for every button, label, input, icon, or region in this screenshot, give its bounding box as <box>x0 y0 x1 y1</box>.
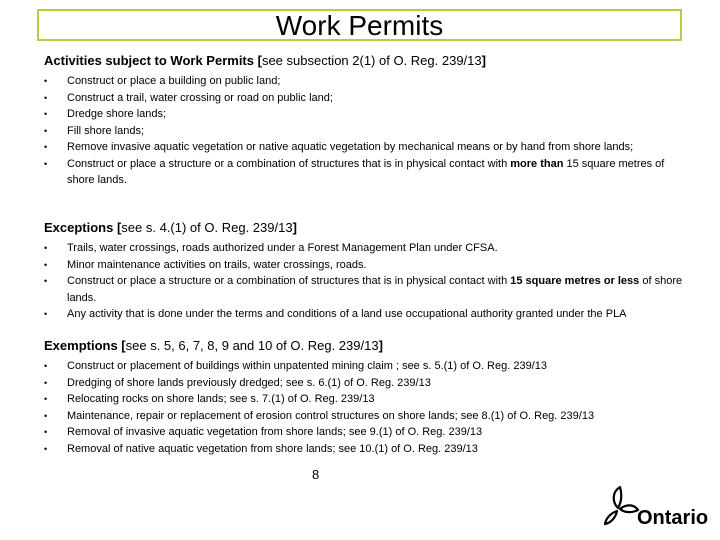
list-item: • Construct a trail, water crossing or road on public land; <box>44 90 694 107</box>
bullet-icon: • <box>44 377 48 388</box>
bullet-icon: • <box>44 309 48 319</box>
bullet-icon: • <box>44 109 48 119</box>
exceptions-section <box>44 220 694 323</box>
list-item: • Construct or placement of buildings within unpatented mining claim ; see s. 5.(1) of O. Reg. 239/13 <box>44 358 694 375</box>
list-item: • Maintenance, repair or replacement of erosion control structures on shore lands; see 8.(1) of O. Reg. 239/13 <box>44 408 694 425</box>
page-title: Work Permits <box>275 10 444 41</box>
exemptions-heading: Exemptions [see s. 5, 6, 7, 8, 9 and 10 of O. Reg. 239/13] <box>44 338 383 353</box>
bullet-icon: • <box>44 276 48 286</box>
title-box <box>37 9 682 41</box>
bullet-icon: • <box>44 158 48 169</box>
list-item: • Construct or place a structure or a combination of structures that is in physical contact with more than 15 square metres of shore lands. <box>44 157 665 186</box>
bullet-icon: • <box>44 125 48 136</box>
exceptions-heading: Exceptions [see s. 4.(1) of O. Reg. 239/13] <box>44 220 297 235</box>
list-item: • Construct or place a structure or a combination of structures that is in physical contact with 15 square metres or less of shore lands. <box>44 275 683 304</box>
exemptions-list <box>44 358 694 457</box>
activities-list <box>44 73 694 189</box>
exceptions-list <box>44 240 694 323</box>
ontario-logo <box>604 484 710 530</box>
list-item: • Minor maintenance activities on trails, water crossings, roads. <box>44 257 694 274</box>
bullet-icon: • <box>44 76 48 86</box>
bullet-icon: • <box>44 394 48 404</box>
activities-section <box>44 53 694 189</box>
activities-heading: Activities subject to Work Permits [see subsection 2(1) of O. Reg. 239/13] <box>44 53 486 68</box>
bullet-icon: • <box>44 142 48 152</box>
bullet-icon: • <box>44 361 48 371</box>
list-item: • Fill shore lands; <box>44 123 694 140</box>
svg-text:Ontario: Ontario <box>637 507 709 529</box>
list-item: • Dredging of shore lands previously dredged; see s. 6.(1) of O. Reg. 239/13 <box>44 375 694 392</box>
list-item: • Trails, water crossings, roads authorized under a Forest Management Plan under CFSA. <box>44 240 694 257</box>
list-item: • Remove invasive aquatic vegetation or native aquatic vegetation by mechanical means or by hand from shore lands; <box>44 139 694 156</box>
page-number: 8 <box>312 467 320 482</box>
trillium-icon <box>604 484 710 530</box>
list-item: • Construct or place a building on public land; <box>44 73 694 90</box>
bullet-icon: • <box>44 259 48 270</box>
bullet-icon: • <box>44 92 48 103</box>
list-item: • Dredge shore lands; <box>44 106 694 123</box>
bullet-icon: • <box>44 443 48 454</box>
list-item: • Any activity that is done under the terms and conditions of a land use occupational authority granted under the PLA <box>44 306 694 323</box>
bullet-icon: • <box>44 427 48 437</box>
bullet-icon: • <box>44 243 48 253</box>
list-item: • Removal of native aquatic vegetation from shore lands; see 10.(1) of O. Reg. 239/13 <box>44 441 694 458</box>
bullet-icon: • <box>44 410 48 421</box>
exemptions-section <box>44 338 694 457</box>
list-item: • Relocating rocks on shore lands; see s. 7.(1) of O. Reg. 239/13 <box>44 391 694 408</box>
list-item: • Removal of invasive aquatic vegetation from shore lands; see 9.(1) of O. Reg. 239/13 <box>44 424 694 441</box>
